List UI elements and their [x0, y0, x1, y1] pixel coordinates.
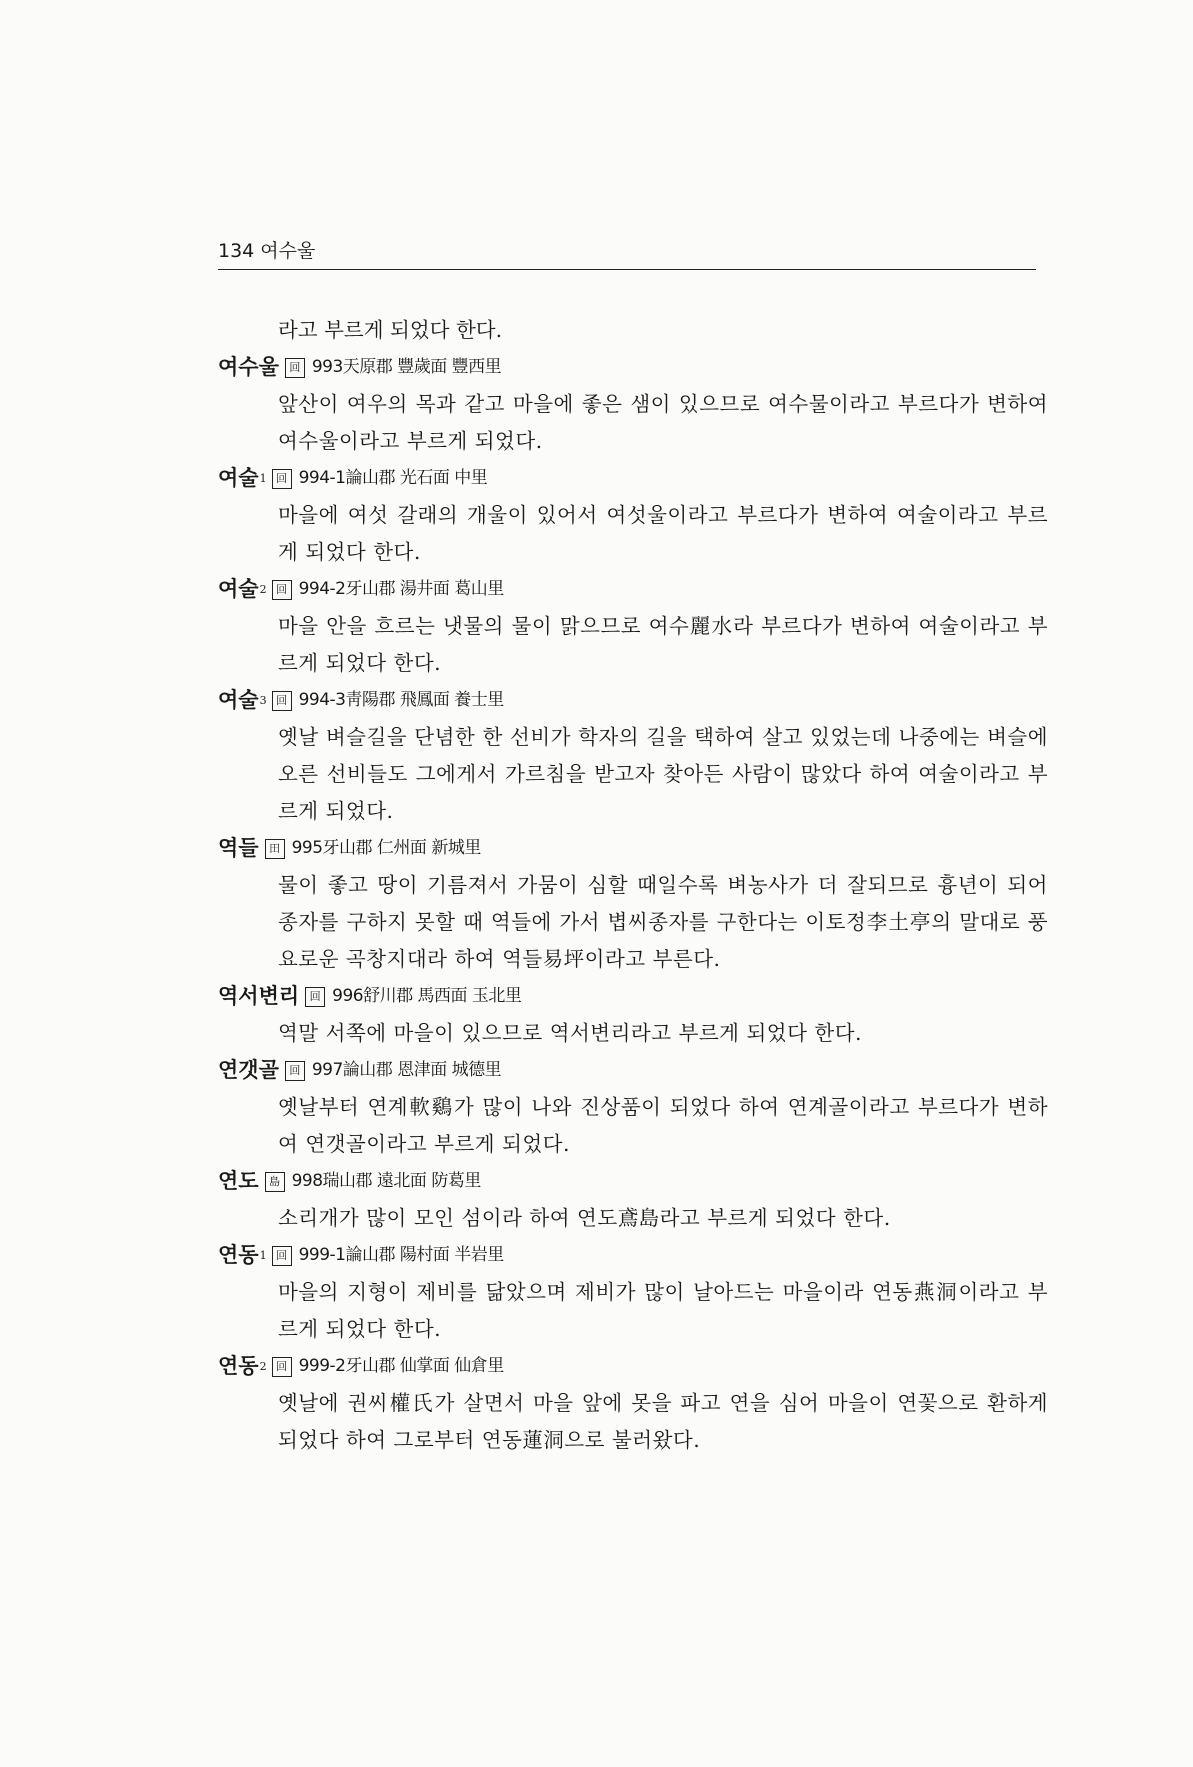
dictionary-entry: [218, 1237, 1048, 1348]
header-title: 여수울: [260, 240, 316, 262]
category-mark: 回: [285, 358, 305, 378]
dictionary-entry: [218, 349, 1048, 460]
category-mark: 回: [272, 469, 292, 489]
entry-reference: 994-3靑陽郡 飛鳳面 養士里: [298, 690, 504, 710]
entry-term: 역들: [218, 836, 259, 860]
entry-heading: [218, 1163, 1048, 1200]
dictionary-entry: [218, 830, 1048, 978]
entry-term: 연도: [218, 1169, 259, 1193]
category-mark: 回: [272, 1357, 292, 1377]
entry-reference: 998瑞山郡 遠北面 防葛里: [291, 1171, 481, 1191]
entry-heading: [218, 682, 1048, 719]
dictionary-entry: [218, 1163, 1048, 1237]
entry-heading: [218, 460, 1048, 497]
entry-heading: [218, 571, 1048, 608]
category-mark: 田: [265, 839, 285, 859]
entry-reference: 999-1論山郡 陽村面 半岩里: [298, 1245, 504, 1265]
entry-heading: [218, 978, 1048, 1015]
category-mark: 回: [272, 580, 292, 600]
entry-description: 마을의 지형이 제비를 닮았으며 제비가 많이 날아드는 마을이라 연동燕洞이라고 부르게 되었다 한다.: [278, 1280, 1048, 1341]
entry-reference: 997論山郡 恩津面 城德里: [311, 1060, 502, 1080]
dictionary-entry: [218, 682, 1048, 830]
entry-reference: 993天原郡 豐歲面 豐西里: [311, 357, 502, 377]
entry-heading: [218, 1052, 1048, 1089]
continued-text: 라고 부르게 되었다 한다.: [278, 318, 503, 342]
entry-term: 역서변리: [218, 984, 300, 1008]
dictionary-entry: [218, 1348, 1048, 1459]
entry-heading: [218, 830, 1048, 867]
dictionary-entry: [218, 978, 1048, 1052]
entry-reference: 995牙山郡 仁州面 新城里: [291, 838, 481, 858]
entry-superscript: 1: [259, 1249, 267, 1262]
running-header: [218, 238, 1036, 270]
category-mark: 回: [305, 987, 325, 1007]
entry-description: 옛날부터 연계軟鷄가 많이 나와 진상품이 되었다 하여 연계골이라고 부르다가 변하여 연갯골이라고 부르게 되었다.: [278, 1095, 1048, 1156]
entry-description: 마을 안을 흐르는 냇물의 물이 맑으므로 여수麗水라 부르다가 변하여 여술이라고 부르게 되었다 한다.: [278, 614, 1048, 675]
entry-heading: [218, 1237, 1048, 1274]
entry-description: 옛날 벼슬길을 단념한 한 선비가 학자의 길을 택하여 살고 있었는데 나중에는 벼슬에 오른 선비들도 그에게서 가르침을 받고자 찾아든 사람이 많았다 하여 여술이라고 부르게 되었다.: [278, 725, 1048, 823]
entries-body: [218, 312, 1048, 1459]
entry-superscript: 2: [259, 1360, 267, 1373]
entry-term: 여술: [218, 466, 259, 490]
entry-term: 연갯골: [218, 1058, 279, 1082]
dictionary-entry: [218, 1052, 1048, 1163]
entry-heading: [218, 349, 1048, 386]
dictionary-entry: [218, 460, 1048, 571]
entry-description: 마을에 여섯 갈래의 개울이 있어서 여섯울이라고 부르다가 변하여 여술이라고 부르게 되었다 한다.: [278, 503, 1048, 564]
entry-list: [218, 349, 1048, 1459]
entry-reference: 996舒川郡 馬西面 玉北里: [332, 986, 522, 1006]
entry-heading: [218, 1348, 1048, 1385]
entry-term: 연동: [218, 1243, 259, 1267]
category-mark: 回: [285, 1061, 305, 1081]
entry-term: 여술: [218, 688, 259, 712]
entry-term: 연동: [218, 1354, 259, 1378]
entry-description: 역말 서쪽에 마을이 있으므로 역서변리라고 부르게 되었다 한다.: [278, 1021, 863, 1045]
entry-term: 여술: [218, 577, 259, 601]
entry-superscript: 2: [259, 583, 267, 596]
dictionary-entry: [218, 571, 1048, 682]
entry-reference: 994-2牙山郡 湯井面 葛山里: [298, 579, 504, 599]
entry-superscript: 1: [259, 472, 267, 485]
entry-superscript: 3: [259, 694, 267, 707]
entry-description: 앞산이 여우의 목과 같고 마을에 좋은 샘이 있으므로 여수물이라고 부르다가 변하여 여수울이라고 부르게 되었다.: [278, 392, 1048, 453]
entry-reference: 999-2牙山郡 仙掌面 仙倉里: [298, 1356, 504, 1376]
category-mark: 島: [265, 1172, 285, 1192]
category-mark: 回: [272, 691, 292, 711]
entry-term: 여수울: [218, 355, 279, 379]
entry-reference: 994-1論山郡 光石面 中里: [298, 468, 488, 488]
entry-description: 옛날에 권씨權氏가 살면서 마을 앞에 못을 파고 연을 심어 마을이 연꽃으로 환하게 되었다 하여 그로부터 연동蓮洞으로 불러왔다.: [278, 1391, 1048, 1452]
page-number: 134: [218, 240, 255, 262]
entry-description: 소리개가 많이 모인 섬이라 하여 연도鳶島라고 부르게 되었다 한다.: [278, 1206, 891, 1230]
category-mark: 回: [272, 1246, 292, 1266]
entry-description: 물이 좋고 땅이 기름져서 가뭄이 심할 때일수록 벼농사가 더 잘되므로 흉년이 되어 종자를 구하지 못할 때 역들에 가서 볍씨종자를 구한다는 이토정李土亭의 말대로 풍요로운 곡창지대라 하여 역들易坪이라고 부른다.: [278, 873, 1048, 971]
